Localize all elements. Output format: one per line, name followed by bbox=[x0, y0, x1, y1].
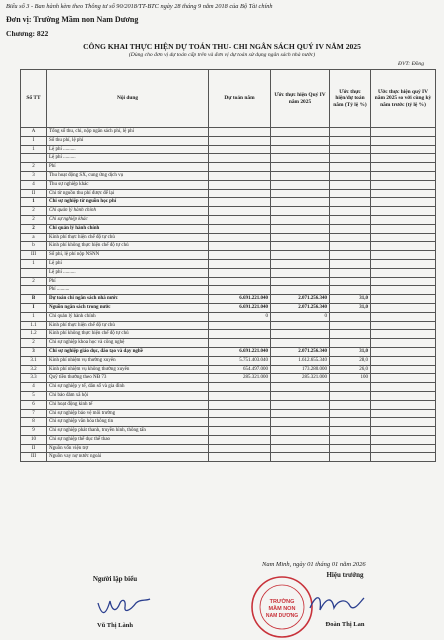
svg-text:TRƯỜNG: TRƯỜNG bbox=[269, 599, 295, 605]
table-row bbox=[21, 347, 436, 356]
cell-yoy bbox=[371, 180, 436, 189]
cell-estimate bbox=[271, 286, 330, 295]
cell-estimate: 2.071.256.340 bbox=[271, 303, 330, 312]
cell-percent bbox=[330, 242, 371, 251]
header-note: Biểu số 3 - Ban hành kèm theo Thông tư số 90/2018/TT-BTC ngày 28 tháng 9 năm 2018 của Bộ Tài chính bbox=[6, 3, 273, 10]
cell-yoy bbox=[371, 233, 436, 242]
cell-content: Chi quản lý hành chính bbox=[47, 224, 209, 233]
cell-estimate: 0 bbox=[271, 312, 330, 321]
table-row bbox=[21, 312, 436, 321]
cell-content: Kinh phí không thực hiện chế độ tự chủ bbox=[47, 242, 209, 251]
table-row bbox=[21, 365, 436, 374]
cell-yoy bbox=[371, 198, 436, 207]
cell-estimate bbox=[271, 330, 330, 339]
cell-plan bbox=[209, 215, 271, 224]
table-row bbox=[21, 339, 436, 348]
cell-yoy bbox=[371, 312, 436, 321]
cell-estimate bbox=[271, 453, 330, 462]
currency-unit: ĐVT: Đồng bbox=[398, 61, 424, 67]
cell-percent bbox=[330, 400, 371, 409]
cell-stt: 1 bbox=[21, 259, 47, 268]
cell-content: Phí bbox=[47, 277, 209, 286]
table-row bbox=[21, 207, 436, 216]
cell-stt: 2 bbox=[21, 215, 47, 224]
col-header-content: Nội dung bbox=[47, 70, 209, 128]
cell-stt: 3.2 bbox=[21, 365, 47, 374]
document-title: CÔNG KHAI THỰC HIỆN DỰ TOÁN THU- CHI NGÂN SÁCH QUÝ IV NĂM 2025 bbox=[83, 42, 361, 51]
cell-plan bbox=[209, 391, 271, 400]
cell-yoy bbox=[371, 391, 436, 400]
cell-percent bbox=[330, 321, 371, 330]
cell-yoy bbox=[371, 277, 436, 286]
cell-percent bbox=[330, 277, 371, 286]
table-row bbox=[21, 224, 436, 233]
table-row bbox=[21, 444, 436, 453]
cell-content: Chi bảo đảm xã hội bbox=[47, 391, 209, 400]
svg-text:NAM DƯƠNG: NAM DƯƠNG bbox=[265, 613, 299, 619]
cell-content: Phí bbox=[47, 163, 209, 172]
cell-content: Số thu phí, lệ phí bbox=[47, 136, 209, 145]
cell-stt: 1.2 bbox=[21, 330, 47, 339]
cell-yoy bbox=[371, 136, 436, 145]
place-date: Nam Minh, ngày 01 tháng 01 năm 2026 bbox=[262, 561, 366, 568]
table-row bbox=[21, 259, 436, 268]
table-row bbox=[21, 418, 436, 427]
cell-percent bbox=[330, 198, 371, 207]
cell-plan bbox=[209, 453, 271, 462]
cell-stt: 8 bbox=[21, 418, 47, 427]
cell-yoy bbox=[371, 268, 436, 277]
cell-percent bbox=[330, 286, 371, 295]
cell-percent bbox=[330, 215, 371, 224]
table-row bbox=[21, 198, 436, 207]
cell-plan bbox=[209, 242, 271, 251]
cell-content: Chi sự nghiệp thể dục thể thao bbox=[47, 435, 209, 444]
cell-stt: 2 bbox=[21, 224, 47, 233]
cell-estimate bbox=[271, 427, 330, 436]
cell-yoy bbox=[371, 303, 436, 312]
cell-content: Chi từ nguồn thu phí được để lại bbox=[47, 189, 209, 198]
cell-plan: 654.497.000 bbox=[209, 365, 271, 374]
cell-plan bbox=[209, 251, 271, 260]
cell-content: Lệ phí .......... bbox=[47, 154, 209, 163]
cell-plan: 0 bbox=[209, 312, 271, 321]
cell-content: Dự toán chi ngân sách nhà nước bbox=[47, 295, 209, 304]
cell-percent bbox=[330, 259, 371, 268]
cell-percent bbox=[330, 418, 371, 427]
cell-percent bbox=[330, 312, 371, 321]
cell-estimate bbox=[271, 136, 330, 145]
cell-estimate bbox=[271, 163, 330, 172]
cell-percent bbox=[330, 163, 371, 172]
cell-estimate: 285.321.000 bbox=[271, 374, 330, 383]
cell-estimate bbox=[271, 233, 330, 242]
cell-plan bbox=[209, 145, 271, 154]
cell-percent bbox=[330, 435, 371, 444]
cell-stt: 1 bbox=[21, 198, 47, 207]
cell-estimate bbox=[271, 251, 330, 260]
cell-percent bbox=[330, 154, 371, 163]
cell-estimate bbox=[271, 198, 330, 207]
cell-percent bbox=[330, 233, 371, 242]
table-row bbox=[21, 145, 436, 154]
cell-plan: 5.751.403.040 bbox=[209, 356, 271, 365]
cell-content: Nguồn vốn viện trợ bbox=[47, 444, 209, 453]
cell-stt: 4 bbox=[21, 383, 47, 392]
cell-yoy bbox=[371, 128, 436, 137]
cell-stt: 4 bbox=[21, 180, 47, 189]
table-row bbox=[21, 435, 436, 444]
cell-plan bbox=[209, 198, 271, 207]
cell-stt: b bbox=[21, 242, 47, 251]
cell-estimate bbox=[271, 128, 330, 137]
cell-content: Quỹ tiền thưởng theo NĐ 73 bbox=[47, 374, 209, 383]
table-row bbox=[21, 391, 436, 400]
cell-percent: 31,0 bbox=[330, 295, 371, 304]
cell-percent: 100 bbox=[330, 374, 371, 383]
cell-plan: 6.691.221.040 bbox=[209, 295, 271, 304]
table-row bbox=[21, 215, 436, 224]
col-header-plan: Dự toán năm bbox=[209, 70, 271, 128]
cell-stt: 2 bbox=[21, 277, 47, 286]
cell-percent bbox=[330, 330, 371, 339]
cell-percent: 28,0 bbox=[330, 356, 371, 365]
cell-stt: 1 bbox=[21, 145, 47, 154]
table-row bbox=[21, 303, 436, 312]
cell-yoy bbox=[371, 427, 436, 436]
cell-content: Thu hoạt động SX, cung ứng dịch vụ bbox=[47, 171, 209, 180]
cell-yoy bbox=[371, 295, 436, 304]
cell-plan bbox=[209, 268, 271, 277]
unit-name: Đơn vị: Trường Mầm non Nam Dương bbox=[6, 15, 139, 24]
cell-stt: 6 bbox=[21, 400, 47, 409]
cell-yoy bbox=[371, 286, 436, 295]
cell-plan bbox=[209, 224, 271, 233]
table-row bbox=[21, 453, 436, 462]
table-row bbox=[21, 356, 436, 365]
cell-percent bbox=[330, 145, 371, 154]
cell-yoy bbox=[371, 207, 436, 216]
cell-stt: 2 bbox=[21, 163, 47, 172]
cell-content: Thu sự nghiệp khác bbox=[47, 180, 209, 189]
preparer-name: Vũ Thị Lành bbox=[96, 622, 133, 629]
cell-stt: 1.1 bbox=[21, 321, 47, 330]
cell-yoy bbox=[371, 154, 436, 163]
cell-yoy bbox=[371, 400, 436, 409]
cell-content: Lệ phí .......... bbox=[47, 268, 209, 277]
table-row bbox=[21, 374, 436, 383]
principal-name: Đoàn Thị Lan bbox=[325, 621, 365, 628]
cell-content: Chi sự nghiệp khoa học và công nghệ bbox=[47, 339, 209, 348]
cell-stt: A bbox=[21, 128, 47, 137]
cell-plan bbox=[209, 321, 271, 330]
cell-content: Nguồn ngân sách trong nước bbox=[47, 303, 209, 312]
cell-yoy bbox=[371, 444, 436, 453]
cell-plan bbox=[209, 259, 271, 268]
cell-yoy bbox=[371, 347, 436, 356]
cell-stt: I bbox=[21, 136, 47, 145]
principal-signature bbox=[306, 590, 366, 618]
col-header-yoy: Ước thực hiện quý IV năm 2025 so với cùng kỳ năm trước (tỷ lệ %) bbox=[371, 70, 436, 128]
cell-content: Chi hoạt động kinh tế bbox=[47, 400, 209, 409]
cell-estimate bbox=[271, 444, 330, 453]
cell-percent bbox=[330, 128, 371, 137]
cell-estimate bbox=[271, 409, 330, 418]
cell-stt: a bbox=[21, 233, 47, 242]
table-row bbox=[21, 409, 436, 418]
cell-content: Nguồn vay nợ nước ngoài bbox=[47, 453, 209, 462]
cell-stt: 1 bbox=[21, 312, 47, 321]
cell-percent: 26,0 bbox=[330, 365, 371, 374]
cell-content: Chi quản lý hành chính bbox=[47, 312, 209, 321]
cell-percent bbox=[330, 207, 371, 216]
cell-estimate: 2.071.256.340 bbox=[271, 295, 330, 304]
table-row bbox=[21, 180, 436, 189]
cell-stt: 7 bbox=[21, 409, 47, 418]
cell-plan: 6.691.221.040 bbox=[209, 303, 271, 312]
cell-yoy bbox=[371, 259, 436, 268]
table-row bbox=[21, 400, 436, 409]
table-row bbox=[21, 251, 436, 260]
cell-estimate: 173.280.000 bbox=[271, 365, 330, 374]
cell-content: Chi sự nghiệp bảo vệ môi trường bbox=[47, 409, 209, 418]
cell-stt: 3 bbox=[21, 347, 47, 356]
cell-yoy bbox=[371, 251, 436, 260]
table-row bbox=[21, 163, 436, 172]
cell-stt: II bbox=[21, 444, 47, 453]
cell-content: Phí .......... bbox=[47, 286, 209, 295]
cell-percent bbox=[330, 383, 371, 392]
table-row bbox=[21, 268, 436, 277]
cell-plan bbox=[209, 207, 271, 216]
cell-content: Lệ phí bbox=[47, 259, 209, 268]
table-row bbox=[21, 171, 436, 180]
cell-percent bbox=[330, 268, 371, 277]
cell-stt: 5 bbox=[21, 391, 47, 400]
cell-percent bbox=[330, 409, 371, 418]
cell-content: Chi sự nghiệp phát thanh, truyền hình, thông tấn bbox=[47, 427, 209, 436]
cell-yoy bbox=[371, 339, 436, 348]
cell-estimate bbox=[271, 277, 330, 286]
cell-percent bbox=[330, 391, 371, 400]
cell-estimate bbox=[271, 180, 330, 189]
cell-yoy bbox=[371, 356, 436, 365]
col-header-stt: Số TT bbox=[21, 70, 47, 128]
cell-plan bbox=[209, 400, 271, 409]
cell-content: Kinh phí nhiệm vụ thường xuyên bbox=[47, 356, 209, 365]
cell-yoy bbox=[371, 163, 436, 172]
cell-content: Chi sự nghiệp y tế, dân số và gia đình bbox=[47, 383, 209, 392]
cell-content: Số phí, lệ phí nộp NSNN bbox=[47, 251, 209, 260]
cell-content: Lệ phí .......... bbox=[47, 145, 209, 154]
cell-stt bbox=[21, 268, 47, 277]
cell-plan bbox=[209, 330, 271, 339]
cell-estimate bbox=[271, 391, 330, 400]
cell-content: Chi sự nghiệp văn hóa thông tin bbox=[47, 418, 209, 427]
cell-yoy bbox=[371, 189, 436, 198]
table-row bbox=[21, 286, 436, 295]
col-header-percent: Ước thực hiện/dự toán năm (Tỷ lệ %) bbox=[330, 70, 371, 128]
cell-estimate bbox=[271, 435, 330, 444]
cell-estimate bbox=[271, 224, 330, 233]
principal-title: Hiệu trưởng bbox=[326, 571, 364, 579]
cell-yoy bbox=[371, 409, 436, 418]
cell-plan bbox=[209, 189, 271, 198]
cell-content: Chi quản lý hành chính bbox=[47, 207, 209, 216]
cell-percent bbox=[330, 189, 371, 198]
cell-percent bbox=[330, 136, 371, 145]
cell-stt bbox=[21, 286, 47, 295]
cell-plan bbox=[209, 444, 271, 453]
cell-estimate bbox=[271, 321, 330, 330]
cell-plan bbox=[209, 409, 271, 418]
cell-estimate bbox=[271, 418, 330, 427]
cell-percent bbox=[330, 251, 371, 260]
cell-stt: 3.1 bbox=[21, 356, 47, 365]
preparer-signature bbox=[92, 593, 154, 619]
cell-stt: 9 bbox=[21, 427, 47, 436]
chapter-code: Chương: 822 bbox=[6, 29, 49, 38]
cell-plan bbox=[209, 154, 271, 163]
table-row bbox=[21, 330, 436, 339]
cell-yoy bbox=[371, 321, 436, 330]
cell-plan bbox=[209, 180, 271, 189]
table-row bbox=[21, 277, 436, 286]
cell-yoy bbox=[371, 453, 436, 462]
cell-plan bbox=[209, 171, 271, 180]
cell-percent bbox=[330, 180, 371, 189]
cell-estimate bbox=[271, 339, 330, 348]
cell-yoy bbox=[371, 171, 436, 180]
cell-estimate bbox=[271, 145, 330, 154]
cell-content: Chi sự nghiệp khác bbox=[47, 215, 209, 224]
cell-estimate: 1.612.655.340 bbox=[271, 356, 330, 365]
cell-plan bbox=[209, 163, 271, 172]
table-row bbox=[21, 295, 436, 304]
table-row bbox=[21, 233, 436, 242]
table-row bbox=[21, 383, 436, 392]
table-row bbox=[21, 427, 436, 436]
cell-percent bbox=[330, 444, 371, 453]
table-body bbox=[21, 128, 436, 462]
table-row bbox=[21, 189, 436, 198]
cell-yoy bbox=[371, 374, 436, 383]
cell-stt: 2 bbox=[21, 339, 47, 348]
cell-content: Kinh phí nhiệm vụ không thường xuyên bbox=[47, 365, 209, 374]
cell-content: Chi sự nghiệp từ nguồn học phí bbox=[47, 198, 209, 207]
cell-yoy bbox=[371, 418, 436, 427]
cell-yoy bbox=[371, 365, 436, 374]
cell-content: Chi sự nghiệp giáo dục, đào tạo và dạy nghề bbox=[47, 347, 209, 356]
cell-estimate bbox=[271, 207, 330, 216]
table-row bbox=[21, 136, 436, 145]
cell-content: Kinh phí không thực hiện chế độ tự chủ bbox=[47, 330, 209, 339]
cell-content: Kinh phí thực hiện chế độ tự chủ bbox=[47, 321, 209, 330]
cell-estimate: 2.071.256.340 bbox=[271, 347, 330, 356]
cell-plan bbox=[209, 418, 271, 427]
cell-stt: III bbox=[21, 453, 47, 462]
cell-estimate bbox=[271, 154, 330, 163]
table-row bbox=[21, 154, 436, 163]
budget-table bbox=[20, 69, 436, 462]
cell-yoy bbox=[371, 145, 436, 154]
cell-estimate bbox=[271, 189, 330, 198]
cell-percent bbox=[330, 224, 371, 233]
cell-estimate bbox=[271, 242, 330, 251]
cell-stt: B bbox=[21, 295, 47, 304]
cell-percent bbox=[330, 339, 371, 348]
cell-plan bbox=[209, 277, 271, 286]
cell-plan: 285.321.000 bbox=[209, 374, 271, 383]
cell-stt: I bbox=[21, 303, 47, 312]
cell-stt: II bbox=[21, 189, 47, 198]
cell-plan bbox=[209, 233, 271, 242]
cell-plan bbox=[209, 435, 271, 444]
cell-estimate bbox=[271, 259, 330, 268]
cell-content: Tổng số thu, chi, nộp ngân sách phí, lệ phí bbox=[47, 128, 209, 137]
cell-estimate bbox=[271, 268, 330, 277]
table-row bbox=[21, 321, 436, 330]
cell-estimate bbox=[271, 171, 330, 180]
cell-plan bbox=[209, 128, 271, 137]
preparer-title: Người lập biểu bbox=[92, 575, 138, 583]
cell-yoy bbox=[371, 435, 436, 444]
cell-yoy bbox=[371, 215, 436, 224]
cell-percent bbox=[330, 427, 371, 436]
cell-plan bbox=[209, 339, 271, 348]
table-row bbox=[21, 128, 436, 137]
cell-stt: III bbox=[21, 251, 47, 260]
cell-percent: 31,0 bbox=[330, 303, 371, 312]
cell-yoy bbox=[371, 330, 436, 339]
cell-percent bbox=[330, 171, 371, 180]
col-header-estimate: Ước thực hiện Quý IV năm 2025 bbox=[271, 70, 330, 128]
cell-yoy bbox=[371, 383, 436, 392]
cell-yoy bbox=[371, 242, 436, 251]
cell-stt: 3.3 bbox=[21, 374, 47, 383]
svg-text:MẦM NON: MẦM NON bbox=[268, 606, 296, 612]
cell-plan bbox=[209, 383, 271, 392]
cell-stt: 2 bbox=[21, 207, 47, 216]
cell-content: Kinh phí thực hiện chế độ tự chủ bbox=[47, 233, 209, 242]
official-seal bbox=[250, 575, 314, 639]
cell-plan bbox=[209, 286, 271, 295]
cell-stt: 3 bbox=[21, 171, 47, 180]
cell-stt bbox=[21, 154, 47, 163]
cell-percent: 31,0 bbox=[330, 347, 371, 356]
document-subtitle: (Dùng cho đơn vị dự toán cấp trên và đơn vị dự toán sử dụng ngân sách nhà nước) bbox=[128, 52, 316, 58]
cell-estimate bbox=[271, 400, 330, 409]
cell-percent bbox=[330, 453, 371, 462]
cell-plan bbox=[209, 136, 271, 145]
cell-plan: 6.691.221.040 bbox=[209, 347, 271, 356]
cell-yoy bbox=[371, 224, 436, 233]
cell-estimate bbox=[271, 215, 330, 224]
table-row bbox=[21, 242, 436, 251]
cell-plan bbox=[209, 427, 271, 436]
cell-estimate bbox=[271, 383, 330, 392]
cell-stt: 10 bbox=[21, 435, 47, 444]
table-header-row bbox=[21, 70, 436, 128]
